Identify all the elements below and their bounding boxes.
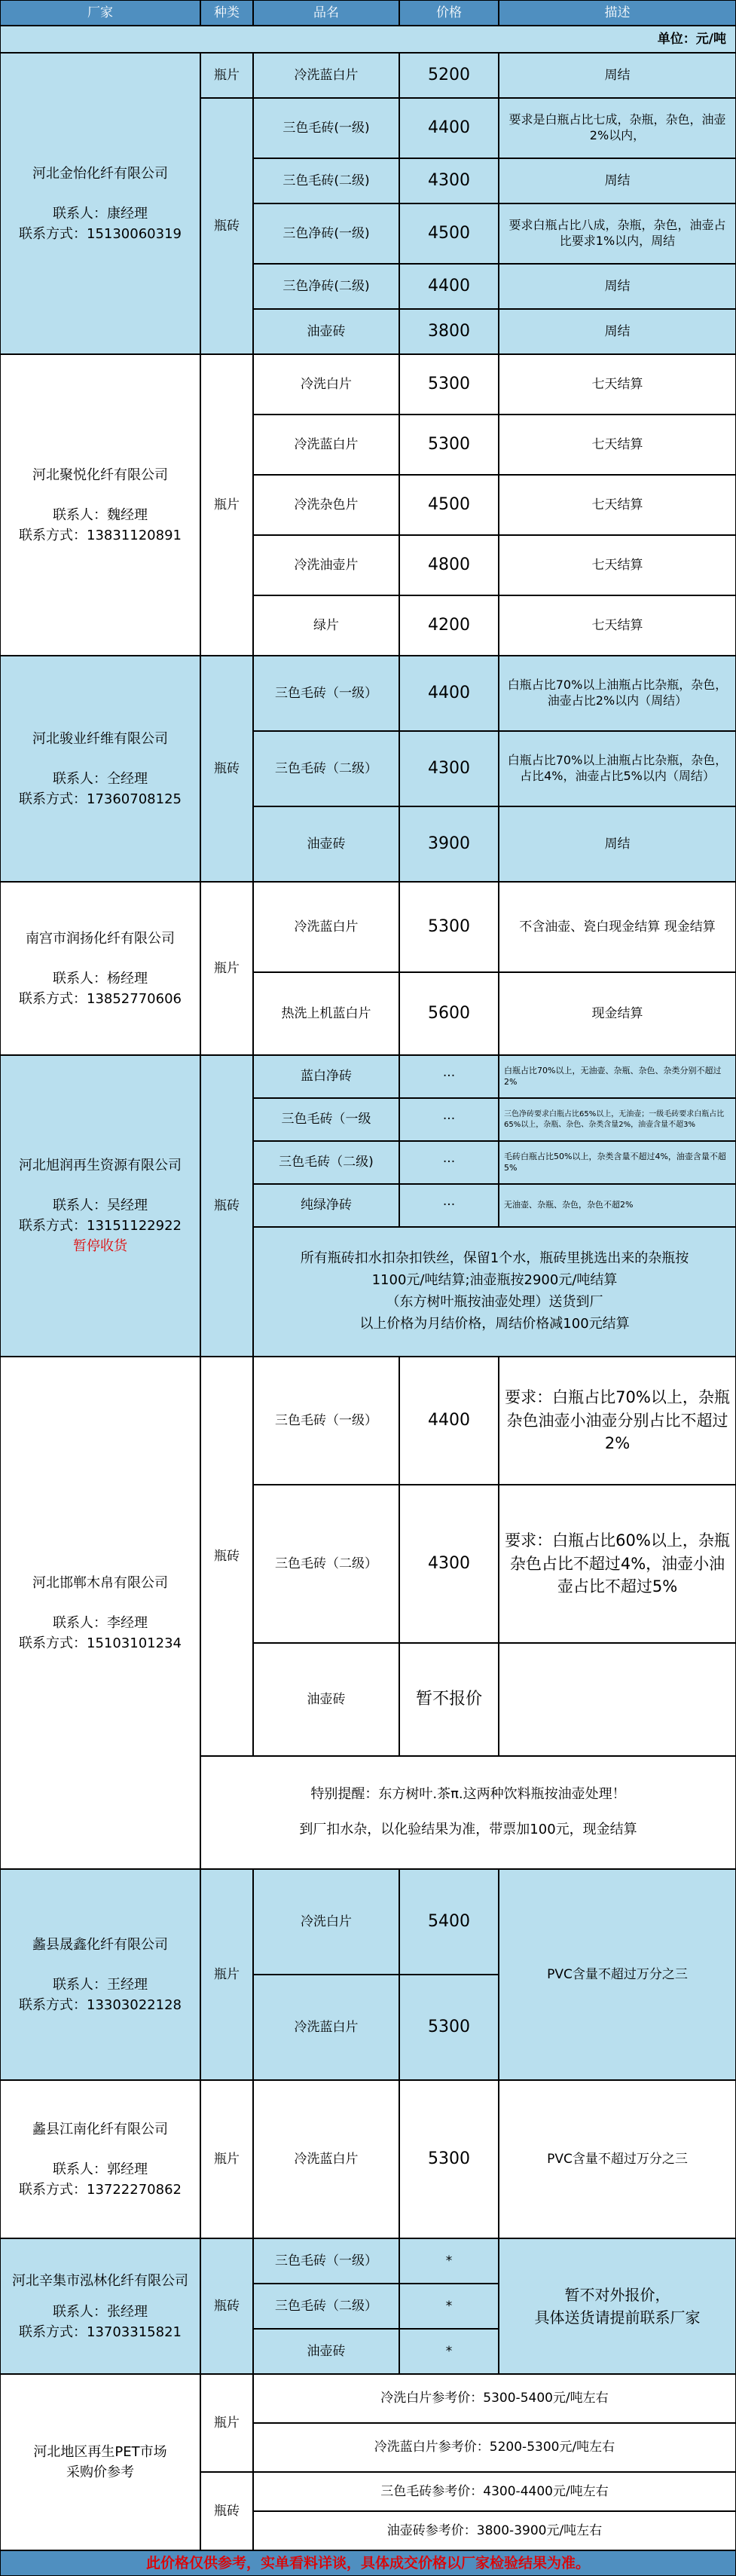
company-contact: 联系人：杨经理 xyxy=(53,970,148,987)
description-cell: 七天结算 xyxy=(499,475,736,535)
description-cell: 要求：白瓶占比60%以上，杂瓶杂色占比不超过4%，油壶小油壶占比不超过5% xyxy=(499,1485,736,1643)
header-price: 价格 xyxy=(399,0,499,26)
product-cell: 油壶砖 xyxy=(253,2329,399,2374)
disclaimer: 此价格仅供参考，实单看料详谈，具体成交价格以厂家检验结果为准。 xyxy=(0,2550,736,2576)
company-phone: 联系方式：13151122922 xyxy=(19,1218,182,1234)
description-cell: 周结 xyxy=(499,806,736,882)
company-block xyxy=(0,656,200,882)
price-cell: 4400 xyxy=(399,264,499,309)
price-cell: 4300 xyxy=(399,1485,499,1643)
description-cell: PVC含量不超过万分之三 xyxy=(499,1869,736,2080)
company-phone: 联系方式：13831120891 xyxy=(19,527,182,543)
company-contact: 联系人：张经理 xyxy=(53,2303,148,2320)
header-category: 种类 xyxy=(200,0,253,26)
company-name: 河北聚悦化纤有限公司 xyxy=(32,467,168,483)
product-cell: 冷洗蓝白片 xyxy=(253,1975,399,2080)
price-cell: 暂不报价 xyxy=(399,1643,499,1756)
description-cell: 要求是白瓶占比七成，杂瓶，杂色，油壶2%以内， xyxy=(499,98,736,158)
company-phone: 联系方式：13703315821 xyxy=(19,2324,182,2340)
product-cell: 冷洗蓝白片 xyxy=(253,415,399,475)
reference-price: 三色毛砖参考价：4300-4400元/吨左右 xyxy=(253,2472,736,2511)
note-line: 到厂扣水杂，以化验结果为准，带票加100元，现金结算 xyxy=(299,1822,637,1837)
product-cell: 冷洗杂色片 xyxy=(253,475,399,535)
category-cell: 瓶片 xyxy=(200,882,253,1055)
price-cell: 5200 xyxy=(399,53,499,98)
note-line: 特别提醒：东方树叶.茶π.这两种饮料瓶按油壶处理！ xyxy=(310,1786,626,1803)
price-cell: * xyxy=(399,2329,499,2374)
company-phone: 联系方式：15130060319 xyxy=(19,225,182,242)
header-product: 品名 xyxy=(253,0,399,26)
category-cell: 瓶片 xyxy=(200,53,253,98)
price-cell: 4500 xyxy=(399,475,499,535)
product-cell: 绿片 xyxy=(253,595,399,656)
company-phone: 联系方式：17360708125 xyxy=(19,791,182,807)
price-cell: 4300 xyxy=(399,158,499,203)
price-cell: 4400 xyxy=(399,656,499,731)
company-block xyxy=(0,2238,200,2374)
product-cell: 三色毛砖（二级） xyxy=(253,2284,399,2329)
product-cell: 油壶砖 xyxy=(253,806,399,882)
product-cell: 三色毛砖（一级） xyxy=(253,656,399,731)
price-cell: 5300 xyxy=(399,415,499,475)
description-cell xyxy=(499,1643,736,1756)
product-cell: 三色净砖(二级) xyxy=(253,264,399,309)
category-cell: 瓶砖 xyxy=(200,1357,253,1756)
company-contact: 联系人：王经理 xyxy=(53,1976,148,1993)
product-cell: 三色毛砖（一级） xyxy=(253,2238,399,2284)
company-block xyxy=(0,882,200,1055)
product-cell: 三色毛砖（一级） xyxy=(253,1357,399,1485)
unit-label: 单位：元/吨 xyxy=(0,26,736,53)
price-cell: 5300 xyxy=(399,354,499,415)
description-cell: PVC含量不超过万分之三 xyxy=(499,2080,736,2238)
price-cell: 5300 xyxy=(399,1975,499,2080)
company-contact: 联系人：李经理 xyxy=(53,1614,148,1631)
category-cell: 瓶片 xyxy=(200,2374,253,2472)
price-cell: 5400 xyxy=(399,1869,499,1975)
description-cell: 毛砖白瓶占比50%以上，杂类含量不超过4%，油壶含量不超5% xyxy=(499,1141,736,1184)
price-cell: 4400 xyxy=(399,1357,499,1485)
company-name: 南宫市润扬化纤有限公司 xyxy=(26,930,175,947)
company-phone: 联系方式：13852770606 xyxy=(19,990,182,1007)
product-cell: 冷洗蓝白片 xyxy=(253,882,399,972)
reference-price: 冷洗蓝白片参考价：5200-5300元/吨左右 xyxy=(253,2423,736,2472)
category-cell: 瓶片 xyxy=(200,354,253,656)
product-cell: 热洗上机蓝白片 xyxy=(253,972,399,1055)
company-contact: 联系人：郭经理 xyxy=(53,2161,148,2177)
note-line: 以上价格为月结价格，周结价格减100元结算 xyxy=(359,1315,630,1332)
product-cell: 纯绿净砖 xyxy=(253,1184,399,1227)
price-cell: 4400 xyxy=(399,98,499,158)
company-block xyxy=(0,1357,200,1869)
description-cell: 七天结算 xyxy=(499,354,736,415)
reference-title-line: 采购价参考 xyxy=(66,2464,134,2480)
company-block xyxy=(0,1869,200,2080)
company-phone: 联系方式：13722270862 xyxy=(19,2181,182,2198)
company-name: 河北金怡化纤有限公司 xyxy=(32,165,168,182)
product-cell: 三色毛砖（一级 xyxy=(253,1098,399,1141)
category-cell: 瓶砖 xyxy=(200,2238,253,2374)
company-name: 蠡县晟鑫化纤有限公司 xyxy=(32,1936,168,1953)
company-name: 蠡县江南化纤有限公司 xyxy=(32,2121,168,2137)
company-name: 河北邯郸木帛有限公司 xyxy=(32,1574,168,1591)
price-cell: 4500 xyxy=(399,203,499,264)
description-cell: 周结 xyxy=(499,158,736,203)
description-cell: 周结 xyxy=(499,309,736,354)
price-cell: 5300 xyxy=(399,2080,499,2238)
price-cell: 4200 xyxy=(399,595,499,656)
description-cell: 七天结算 xyxy=(499,535,736,595)
category-cell: 瓶砖 xyxy=(200,98,253,354)
product-cell: 三色毛砖（二级） xyxy=(253,731,399,806)
product-cell: 油壶砖 xyxy=(253,309,399,354)
price-cell: 5300 xyxy=(399,882,499,972)
category-cell: 瓶砖 xyxy=(200,656,253,882)
description-cell xyxy=(499,2238,736,2374)
company-phone: 联系方式：15103101234 xyxy=(19,1635,182,1651)
note-line: 所有瓶砖扣水扣杂扣铁丝，保留1个水，瓶砖里挑选出来的杂瓶按 xyxy=(300,1250,689,1267)
description-cell: 要求：白瓶占比70%以上，杂瓶杂色油壶小油壶分别占比不超过2% xyxy=(499,1357,736,1485)
header-factory: 厂家 xyxy=(0,0,200,26)
product-cell: 三色净砖(一级) xyxy=(253,203,399,264)
reference-title-line: 河北地区再生PET市场 xyxy=(33,2444,167,2460)
company-contact: 联系人：仝经理 xyxy=(53,770,148,787)
header-description: 描述 xyxy=(499,0,736,26)
product-cell: 三色毛砖(二级) xyxy=(253,158,399,203)
price-cell: * xyxy=(399,2238,499,2284)
price-cell: 4800 xyxy=(399,535,499,595)
price-cell: 3800 xyxy=(399,309,499,354)
price-cell: ··· xyxy=(399,1141,499,1184)
description-cell: 现金结算 xyxy=(499,972,736,1055)
note-block xyxy=(200,1756,736,1869)
note-line: 1100元/吨结算;油壶瓶按2900元/吨结算 xyxy=(371,1272,618,1289)
reference-price: 油壶砖参考价：3800-3900元/吨左右 xyxy=(253,2511,736,2550)
company-block xyxy=(0,2080,200,2238)
market-reference-title xyxy=(0,2374,200,2550)
product-cell: 三色毛砖（二级) xyxy=(253,1141,399,1184)
price-cell: ··· xyxy=(399,1055,499,1098)
description-cell: 七天结算 xyxy=(499,415,736,475)
product-cell: 冷洗油壶片 xyxy=(253,535,399,595)
product-cell: 冷洗白片 xyxy=(253,354,399,415)
company-name: 河北辛集市泓林化纤有限公司 xyxy=(12,2272,188,2289)
category-cell: 瓶砖 xyxy=(200,1055,253,1357)
reference-price: 冷洗白片参考价：5300-5400元/吨左右 xyxy=(253,2374,736,2423)
price-cell: 3900 xyxy=(399,806,499,882)
category-cell: 瓶片 xyxy=(200,1869,253,2080)
category-cell: 瓶片 xyxy=(200,2080,253,2238)
product-cell: 三色毛砖(一级) xyxy=(253,98,399,158)
company-block xyxy=(0,1055,200,1357)
company-phone: 联系方式：13303022128 xyxy=(19,1996,182,2013)
product-cell: 三色毛砖（二级） xyxy=(253,1485,399,1643)
product-cell: 冷洗白片 xyxy=(253,1869,399,1975)
note-block xyxy=(253,1227,736,1357)
description-line: 具体送货请提前联系厂家 xyxy=(534,2308,701,2327)
note-line: （东方树叶瓶按油壶处理）送货到厂 xyxy=(386,1294,603,1310)
category-cell: 瓶砖 xyxy=(200,2472,253,2550)
product-cell: 油壶砖 xyxy=(253,1643,399,1756)
company-name: 河北旭润再生资源有限公司 xyxy=(19,1158,182,1173)
price-cell: 5600 xyxy=(399,972,499,1055)
price-cell: ··· xyxy=(399,1184,499,1227)
company-block xyxy=(0,354,200,656)
price-cell: 4300 xyxy=(399,731,499,806)
description-cell: 周结 xyxy=(499,53,736,98)
company-block xyxy=(0,53,200,354)
price-cell: ··· xyxy=(399,1098,499,1141)
description-cell: 要求白瓶占比八成，杂瓶，杂色，油壶占比要求1%以内，周结 xyxy=(499,203,736,264)
company-contact: 联系人：康经理 xyxy=(53,205,148,222)
company-name: 河北骏业纤维有限公司 xyxy=(32,730,168,747)
company-contact: 联系人：魏经理 xyxy=(53,506,148,523)
price-cell: * xyxy=(399,2284,499,2329)
status-label: 暂停收货 xyxy=(73,1238,127,1254)
description-cell: 七天结算 xyxy=(499,595,736,656)
product-cell: 蓝白净砖 xyxy=(253,1055,399,1098)
description-cell: 三色净砖要求白瓶占比65%以上，无油壶；一级毛砖要求白瓶占比65%以上，杂瓶、杂色、杂类含量2%，油壶含量不超3% xyxy=(499,1098,736,1141)
company-contact: 联系人：吴经理 xyxy=(53,1198,148,1213)
description-cell: 无油壶、杂瓶、杂色，杂色不超2% xyxy=(499,1184,736,1227)
description-cell: 周结 xyxy=(499,264,736,309)
description-cell: 白瓶占比70%以上油瓶占比杂瓶，杂色，占比4%，油壶占比5%以内（周结） xyxy=(499,731,736,806)
description-cell: 白瓶占比70%以上油瓶占比杂瓶，杂色，油壶占比2%以内（周结） xyxy=(499,656,736,731)
product-cell: 冷洗蓝白片 xyxy=(253,53,399,98)
description-cell: 白瓶占比70%以上，无油壶、杂瓶、杂色、杂类分别不超过2% xyxy=(499,1055,736,1098)
product-cell: 冷洗蓝白片 xyxy=(253,2080,399,2238)
description-cell: 不含油壶、瓷白现金结算 现金结算 xyxy=(499,882,736,972)
description-line: 暂不对外报价， xyxy=(564,2286,670,2304)
